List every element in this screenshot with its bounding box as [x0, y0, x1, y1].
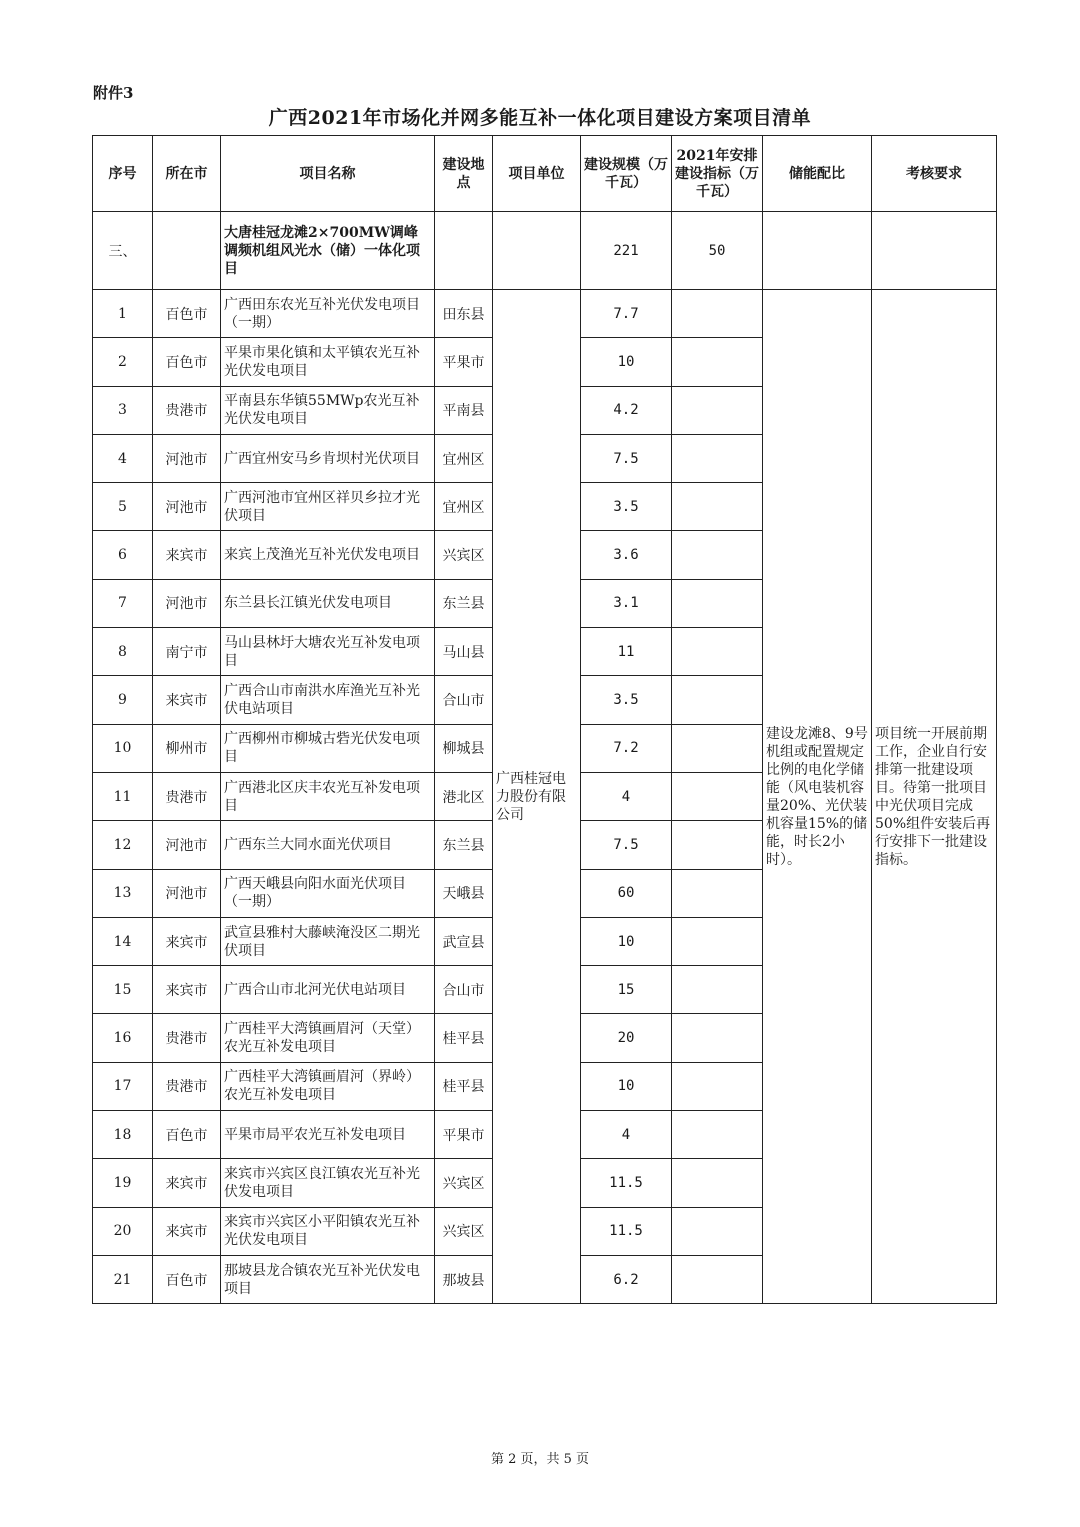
row-seq: 10 — [93, 724, 153, 772]
row-location: 天峨县 — [435, 869, 493, 917]
section-location — [435, 212, 493, 290]
row-location: 武宣县 — [435, 917, 493, 965]
row-project-name: 平果市果化镇和太平镇农光互补光伏发电项目 — [221, 338, 435, 386]
row-quota — [672, 579, 763, 627]
row-location: 平南县 — [435, 386, 493, 434]
row-location: 兴宾区 — [435, 531, 493, 579]
row-project-name: 平南县东华镇55MWp农光互补光伏发电项目 — [221, 386, 435, 434]
row-city: 河池市 — [153, 869, 221, 917]
row-location: 合山市 — [435, 676, 493, 724]
row-quota — [672, 1159, 763, 1207]
row-quota — [672, 676, 763, 724]
row-scale: 11 — [581, 628, 672, 676]
row-location: 平果市 — [435, 338, 493, 386]
row-scale: 6.2 — [581, 1255, 672, 1303]
row-scale: 3.1 — [581, 579, 672, 627]
row-location: 平果市 — [435, 1111, 493, 1159]
row-seq: 17 — [93, 1062, 153, 1110]
section-name: 大唐桂冠龙滩2×700MW调峰调频机组风光水（储）一体化项目 — [221, 212, 435, 290]
row-city: 贵港市 — [153, 386, 221, 434]
section-city — [153, 212, 221, 290]
row-project-name: 广西港北区庆丰农光互补发电项目 — [221, 772, 435, 820]
section-row — [93, 212, 997, 290]
row-city: 河池市 — [153, 434, 221, 482]
row-location: 合山市 — [435, 966, 493, 1014]
row-seq: 13 — [93, 869, 153, 917]
row-quota — [672, 1062, 763, 1110]
document-title: 广西2021年市场化并网多能互补一体化项目建设方案项目清单 — [268, 107, 812, 129]
row-scale: 7.2 — [581, 724, 672, 772]
section-assessment — [872, 212, 997, 290]
row-location: 兴宾区 — [435, 1207, 493, 1255]
row-location: 柳城县 — [435, 724, 493, 772]
row-seq: 20 — [93, 1207, 153, 1255]
row-quota — [672, 386, 763, 434]
row-quota — [672, 724, 763, 772]
project-table — [92, 135, 997, 1304]
header-location: 建设地点 — [435, 136, 493, 212]
section-seq: 三、 — [93, 212, 153, 290]
storage-ratio: 建设龙滩8、9号机组或配置规定比例的电化学储能（风电装机容量20%、光伏装机容量15%的储能，时长2小时）。 — [763, 290, 872, 1304]
row-seq: 18 — [93, 1111, 153, 1159]
row-city: 河池市 — [153, 483, 221, 531]
row-city: 河池市 — [153, 821, 221, 869]
row-quota — [672, 917, 763, 965]
row-seq: 7 — [93, 579, 153, 627]
row-location: 东兰县 — [435, 579, 493, 627]
row-scale: 11.5 — [581, 1207, 672, 1255]
row-project-name: 来宾市兴宾区良江镇农光互补光伏发电项目 — [221, 1159, 435, 1207]
row-quota — [672, 483, 763, 531]
row-location: 宜州区 — [435, 434, 493, 482]
section-storage — [763, 212, 872, 290]
row-scale: 7.5 — [581, 821, 672, 869]
row-location: 港北区 — [435, 772, 493, 820]
row-scale: 15 — [581, 966, 672, 1014]
row-seq: 15 — [93, 966, 153, 1014]
row-project-name: 广西东兰大同水面光伏项目 — [221, 821, 435, 869]
row-city: 来宾市 — [153, 917, 221, 965]
row-scale: 60 — [581, 869, 672, 917]
row-scale: 20 — [581, 1014, 672, 1062]
row-project-name: 广西天峨县向阳水面光伏项目（一期） — [221, 869, 435, 917]
row-quota — [672, 1111, 763, 1159]
row-scale: 10 — [581, 1062, 672, 1110]
row-seq: 11 — [93, 772, 153, 820]
row-city: 南宁市 — [153, 628, 221, 676]
row-location: 那坡县 — [435, 1255, 493, 1303]
row-city: 河池市 — [153, 579, 221, 627]
row-city: 贵港市 — [153, 1014, 221, 1062]
row-city: 百色市 — [153, 290, 221, 338]
row-seq: 16 — [93, 1014, 153, 1062]
row-city: 来宾市 — [153, 1159, 221, 1207]
row-scale: 10 — [581, 917, 672, 965]
row-scale: 7.5 — [581, 434, 672, 482]
row-city: 贵港市 — [153, 772, 221, 820]
row-location: 桂平县 — [435, 1014, 493, 1062]
row-project-name: 广西桂平大湾镇画眉河（界岭）农光互补发电项目 — [221, 1062, 435, 1110]
row-scale: 3.5 — [581, 676, 672, 724]
row-quota — [672, 1014, 763, 1062]
row-quota — [672, 869, 763, 917]
row-scale: 4 — [581, 1111, 672, 1159]
row-location: 桂平县 — [435, 1062, 493, 1110]
row-quota — [672, 772, 763, 820]
section-unit — [493, 212, 581, 290]
row-project-name: 广西田东农光互补光伏发电项目（一期） — [221, 290, 435, 338]
row-seq: 2 — [93, 338, 153, 386]
header-city: 所在市 — [153, 136, 221, 212]
project-unit: 广西桂冠电力股份有限公司 — [493, 290, 581, 1304]
row-project-name: 广西宜州安马乡肯坝村光伏项目 — [221, 434, 435, 482]
row-quota — [672, 434, 763, 482]
row-seq: 19 — [93, 1159, 153, 1207]
row-quota — [672, 338, 763, 386]
row-location: 兴宾区 — [435, 1159, 493, 1207]
row-seq: 12 — [93, 821, 153, 869]
row-scale: 4.2 — [581, 386, 672, 434]
row-city: 贵港市 — [153, 1062, 221, 1110]
row-city: 来宾市 — [153, 1207, 221, 1255]
row-city: 来宾市 — [153, 966, 221, 1014]
header-seq: 序号 — [93, 136, 153, 212]
header-unit: 项目单位 — [493, 136, 581, 212]
row-project-name: 平果市局平农光互补发电项目 — [221, 1111, 435, 1159]
row-project-name: 来宾市兴宾区小平阳镇农光互补光伏发电项目 — [221, 1207, 435, 1255]
page-footer: 第 2 页，共 5 页 — [490, 1452, 590, 1467]
assessment-requirement: 项目统一开展前期工作，企业自行安排第一批建设项目。待第一批项目中光伏项目完成50%组件安装后再行安排下一批建设指标。 — [872, 290, 997, 1304]
row-seq: 14 — [93, 917, 153, 965]
row-seq: 1 — [93, 290, 153, 338]
row-city: 柳州市 — [153, 724, 221, 772]
row-project-name: 广西合山市北河光伏电站项目 — [221, 966, 435, 1014]
row-city: 百色市 — [153, 338, 221, 386]
row-scale: 7.7 — [581, 290, 672, 338]
row-quota — [672, 290, 763, 338]
header-scale: 建设规模（万千瓦） — [581, 136, 672, 212]
row-project-name: 马山县林圩大塘农光互补发电项目 — [221, 628, 435, 676]
row-quota — [672, 1255, 763, 1303]
header-assessment: 考核要求 — [872, 136, 997, 212]
row-seq: 8 — [93, 628, 153, 676]
table-row — [93, 290, 997, 338]
header-name: 项目名称 — [221, 136, 435, 212]
row-city: 百色市 — [153, 1111, 221, 1159]
row-location: 东兰县 — [435, 821, 493, 869]
row-project-name: 来宾上茂渔光互补光伏发电项目 — [221, 531, 435, 579]
row-city: 来宾市 — [153, 531, 221, 579]
row-location: 马山县 — [435, 628, 493, 676]
row-scale: 3.5 — [581, 483, 672, 531]
row-seq: 3 — [93, 386, 153, 434]
row-location: 宜州区 — [435, 483, 493, 531]
row-location: 田东县 — [435, 290, 493, 338]
header-quota: 2021年安排建设指标（万千瓦） — [672, 136, 763, 212]
header-row — [93, 136, 997, 212]
attachment-label: 附件3 — [93, 84, 134, 102]
row-scale: 10 — [581, 338, 672, 386]
row-project-name: 广西桂平大湾镇画眉河（天堂）农光互补发电项目 — [221, 1014, 435, 1062]
row-project-name: 广西河池市宜州区祥贝乡拉才光伏项目 — [221, 483, 435, 531]
row-scale: 4 — [581, 772, 672, 820]
row-project-name: 武宣县雅村大藤峡淹没区二期光伏项目 — [221, 917, 435, 965]
row-quota — [672, 1207, 763, 1255]
row-seq: 21 — [93, 1255, 153, 1303]
header-storage: 储能配比 — [763, 136, 872, 212]
row-seq: 4 — [93, 434, 153, 482]
row-seq: 5 — [93, 483, 153, 531]
row-seq: 6 — [93, 531, 153, 579]
section-scale: 221 — [581, 212, 672, 290]
row-project-name: 东兰县长江镇光伏发电项目 — [221, 579, 435, 627]
row-city: 来宾市 — [153, 676, 221, 724]
row-seq: 9 — [93, 676, 153, 724]
row-city: 百色市 — [153, 1255, 221, 1303]
row-quota — [672, 531, 763, 579]
row-quota — [672, 966, 763, 1014]
row-scale: 3.6 — [581, 531, 672, 579]
row-quota — [672, 821, 763, 869]
row-project-name: 那坡县龙合镇农光互补光伏发电项目 — [221, 1255, 435, 1303]
row-project-name: 广西合山市南洪水库渔光互补光伏电站项目 — [221, 676, 435, 724]
section-quota: 50 — [672, 212, 763, 290]
row-quota — [672, 628, 763, 676]
row-scale: 11.5 — [581, 1159, 672, 1207]
row-project-name: 广西柳州市柳城古砦光伏发电项目 — [221, 724, 435, 772]
